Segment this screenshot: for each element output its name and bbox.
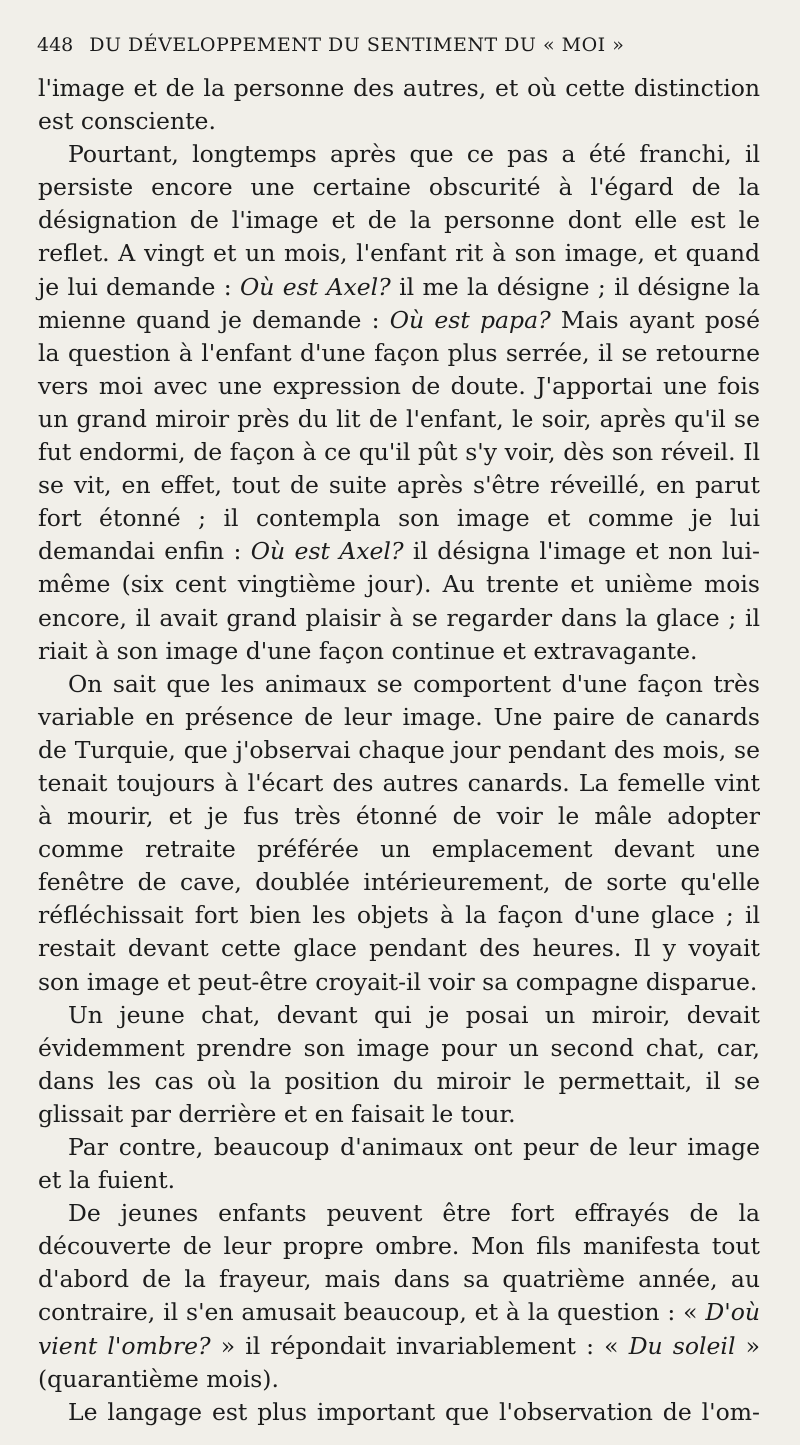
paragraph: [38, 668, 760, 999]
text-run: » il répondait invariablement : «: [210, 1331, 629, 1360]
body-text: [38, 72, 760, 1429]
paragraph-continued: [38, 72, 760, 138]
paragraph: [38, 1131, 760, 1197]
page-number: 448: [37, 34, 74, 56]
text-run: l'image et de la personne des autres, et où cette distinction est consciente.: [38, 74, 760, 136]
running-header: [37, 30, 772, 60]
italic-text: Où est Axel?: [240, 272, 391, 301]
text-run: Le langage est plus important que l'observation de l'om-: [68, 1397, 760, 1426]
paragraph: [38, 138, 760, 668]
text-run: » (quarantième mois).: [38, 1331, 760, 1393]
paragraph-broken: [38, 1396, 760, 1429]
paragraph: [38, 999, 760, 1131]
text-run: Mais ayant posé la question à l'enfant d'une façon plus serrée, il se retourne vers moi avec une expression de doute. J'apportai une fois un grand miroir près du lit de l'enfant, le soir, après qu'il se fut endormi, de façon à ce qu'il pût s'y voir, dès son réveil. Il se vit, en effet, tout de suite après s'être réveillé, en parut fort étonné ; il contempla son image et comme je lui demandai enfin :: [38, 305, 760, 566]
text-run: On sait que les animaux se comportent d'une façon très variable en présence de leur image. Une paire de canards de Turquie, que j'observai chaque jour pendant des mois, se tenait toujours à l'écart des autres canards. La femelle vint à mourir, et je fus très étonné de voir le mâle adopter comme retraite préférée un emplacement devant une fenêtre de cave, doublée intérieurement, de sorte qu'elle réfléchissait fort bien les objets à la façon d'une glace ; il restait devant cette glace pendant des heures. Il y voyait son image et peut-être croyait-il voir sa compagne disparue.: [38, 669, 760, 996]
text-run: Par contre, beaucoup d'animaux ont peur de leur image et la fuient.: [38, 1133, 760, 1195]
italic-text: Où est papa?: [389, 305, 551, 334]
italic-text: D'où vient l'ombre?: [38, 1298, 760, 1360]
text-run: Pourtant, longtemps après que ce pas a été franchi, il persiste encore une certaine obscurité à l'égard de la désignation de l'image et de la personne dont elle est le reflet. A vingt et un mois, l'enfant rit à son image, et quand je lui demande :: [38, 140, 760, 301]
running-title: DU DÉVELOPPEMENT DU SENTIMENT DU « MOI »: [89, 34, 625, 56]
text-run: il me la désigne ; il désigne la mienne quand je demande :: [38, 272, 760, 334]
text-run: il désigna l'image et non lui-même (six cent vingtième jour). Au trente et unième mois encore, il avait grand plaisir à se regarder dans la glace ; il riait à son image d'une façon continue et extravagante.: [38, 537, 761, 665]
italic-text: Où est Axel?: [250, 537, 404, 566]
italic-text: Du soleil: [628, 1331, 736, 1360]
paragraph: [38, 1197, 760, 1396]
text-run: Un jeune chat, devant qui je posai un miroir, devait évidemment prendre son image pour un second chat, car, dans les cas où la position du miroir le permettait, il se glissait par derrière et en faisait le tour.: [38, 1000, 760, 1128]
text-run: De jeunes enfants peuvent être fort effrayés de la découverte de leur propre ombre. Mon fils manifesta tout d'abord de la frayeur, mais dans sa quatrième année, au contraire, il s'en amusait beaucoup, et à la question : «: [38, 1199, 760, 1327]
